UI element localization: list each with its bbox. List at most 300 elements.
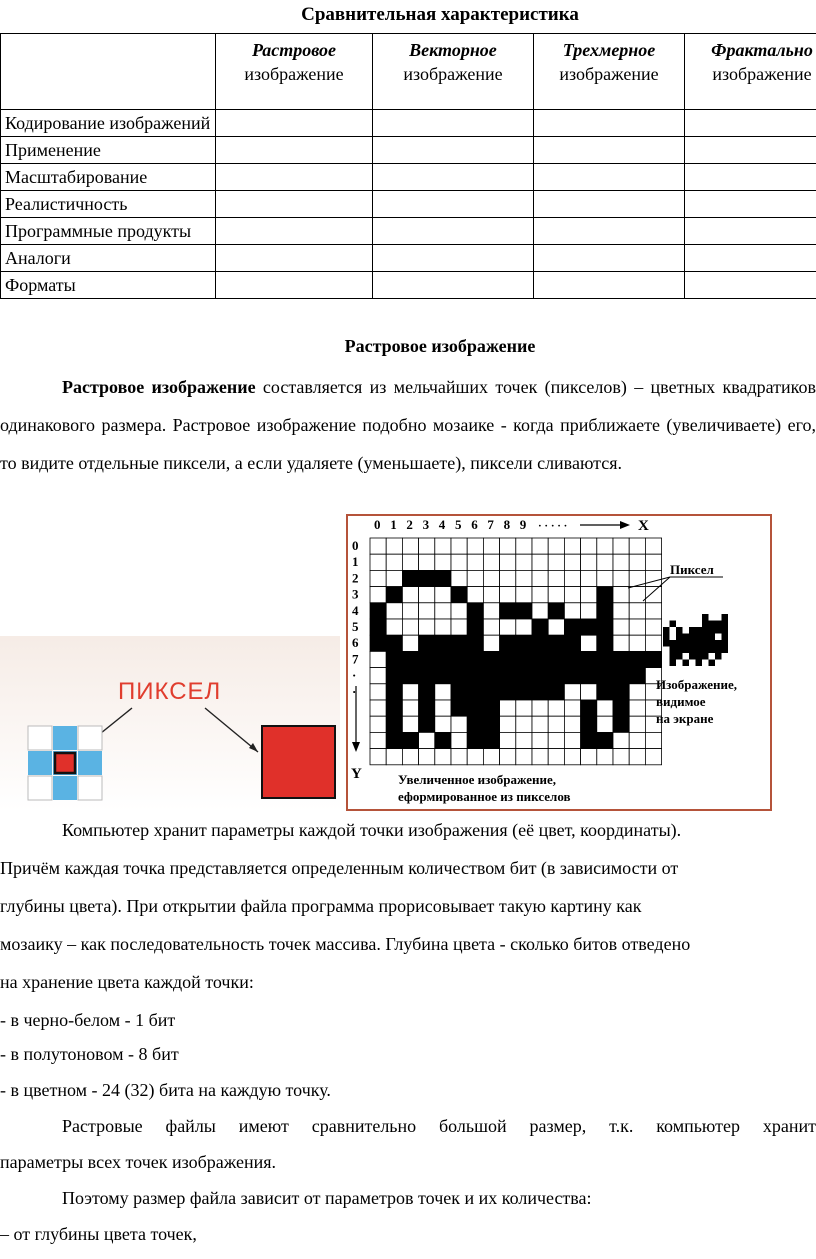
pixel-off <box>451 538 467 554</box>
pixel-off <box>370 684 386 700</box>
pixel-on <box>597 732 613 748</box>
pixel-on <box>435 651 451 667</box>
pixel-off <box>483 619 499 635</box>
pixel-off <box>435 749 451 765</box>
table-row <box>1 110 816 137</box>
mini-cat-pixel <box>702 627 709 634</box>
pixel-off <box>645 603 661 619</box>
pixel-off <box>500 554 516 570</box>
mini-cat-pixel <box>722 647 729 654</box>
mini-cat-pixel <box>715 653 722 660</box>
pixel-off <box>402 587 418 603</box>
y-tick: 6 <box>352 635 359 651</box>
y-tick: · <box>352 667 357 683</box>
row-label: Программные продукты <box>1 218 216 245</box>
pixel-off <box>548 554 564 570</box>
pixel-off <box>597 554 613 570</box>
pixel-on <box>516 668 532 684</box>
mini-cat-pixel <box>696 653 703 660</box>
mini-cat-pixel <box>676 653 683 660</box>
pixel-off <box>435 554 451 570</box>
pixel-off <box>500 570 516 586</box>
pixel-off <box>613 554 629 570</box>
mini-cat-pixel <box>722 614 729 621</box>
pixel-off <box>645 635 661 651</box>
pixel-off <box>402 749 418 765</box>
mini-cat-pixel <box>663 627 670 634</box>
mini-cat-pixel <box>709 627 716 634</box>
pixel-off <box>451 749 467 765</box>
figure-caption-2: еформированное из пикселов <box>398 789 571 804</box>
pixel-off <box>451 716 467 732</box>
pixel-on <box>451 651 467 667</box>
body-line: мозаику – как последовательность точек массива. Глубина цвета - сколько битов отведено <box>0 934 691 954</box>
pixel-on <box>370 619 386 635</box>
pixel-off <box>564 716 580 732</box>
pixel-off <box>613 603 629 619</box>
pixel-off <box>548 619 564 635</box>
pixel-on <box>500 668 516 684</box>
pixel-off <box>483 587 499 603</box>
pixel-off <box>419 587 435 603</box>
pixel-off <box>629 619 645 635</box>
pixel-off <box>435 716 451 732</box>
pixel-off <box>419 732 435 748</box>
pixel-off <box>483 554 499 570</box>
pixel-on <box>467 619 483 635</box>
pixel-off <box>516 619 532 635</box>
mini-cat-pixel <box>670 653 677 660</box>
pixel-on <box>402 570 418 586</box>
pixel-off <box>516 587 532 603</box>
mini-cat-pixel <box>702 647 709 654</box>
pixel-off <box>370 716 386 732</box>
pixel-on <box>386 700 402 716</box>
body-line: - в цветном - 24 (32) бита на каждую точку. <box>0 1080 331 1100</box>
body-line: Причём каждая точка представляется определенным количеством бит (в зависимости от <box>0 858 679 878</box>
pixel-on <box>613 684 629 700</box>
pixel-off <box>581 749 597 765</box>
pixel-off <box>629 749 645 765</box>
mini-cat-pixel <box>663 640 670 647</box>
pixel-on <box>451 668 467 684</box>
pixel-off <box>532 587 548 603</box>
y-tick: 4 <box>352 602 359 618</box>
mini-cat-pixel <box>709 634 716 641</box>
pixel-off <box>435 619 451 635</box>
mini-cat-pixel <box>696 660 703 667</box>
mini-cat-pixel <box>689 640 696 647</box>
pixel-on <box>435 570 451 586</box>
pixel-off <box>451 554 467 570</box>
body-line: глубины цвета). При открытии файла программа прорисовывает такую картину как <box>0 896 642 916</box>
pixel-grid-figure <box>346 514 772 811</box>
x-tick: 2 <box>406 517 413 532</box>
pixel-on <box>532 684 548 700</box>
pixel-off <box>451 732 467 748</box>
pixel-on <box>597 587 613 603</box>
pixel-on <box>581 651 597 667</box>
mini-cat-pixel <box>689 653 696 660</box>
pixel-on <box>467 651 483 667</box>
y-axis-label: Y <box>351 766 362 782</box>
pixel-off <box>419 554 435 570</box>
pixel-off <box>564 603 580 619</box>
pixel-off <box>645 732 661 748</box>
mini-cat-pixel <box>709 647 716 654</box>
comparison-table <box>0 33 816 299</box>
pixel-on <box>532 635 548 651</box>
pixel-on <box>386 587 402 603</box>
pixel-on <box>467 603 483 619</box>
x-axis-label: X <box>638 518 649 534</box>
pixel-off <box>370 587 386 603</box>
pixel-on <box>467 700 483 716</box>
pixel-off <box>532 570 548 586</box>
pixel-on <box>386 732 402 748</box>
pixel-on <box>402 651 418 667</box>
pixel-off <box>645 538 661 554</box>
pixel-on <box>386 651 402 667</box>
pixel-on <box>419 700 435 716</box>
x-tick: 9 <box>519 517 527 532</box>
row-label: Кодирование изображений <box>1 110 216 137</box>
pixel-off <box>548 749 564 765</box>
pixel-on <box>597 635 613 651</box>
mini-cat-pixel <box>676 647 683 654</box>
pixel-off <box>435 700 451 716</box>
pixel-off <box>402 684 418 700</box>
figure-caption-1: Увеличенное изображение, <box>398 772 557 787</box>
section-title: Растровое изображение <box>344 336 536 356</box>
mini-cat-pixel <box>709 621 716 628</box>
pixel-on <box>419 668 435 684</box>
screen-label-1: Изображение, <box>656 677 738 692</box>
pixel-on <box>629 668 645 684</box>
pixel-off <box>532 538 548 554</box>
pixel-on <box>500 635 516 651</box>
row-label: Реалистичность <box>1 191 216 218</box>
pixel-off <box>451 619 467 635</box>
pixel-off <box>629 538 645 554</box>
mini-cat-pixel <box>696 627 703 634</box>
pixel-on <box>500 603 516 619</box>
mini-cat-pixel <box>696 640 703 647</box>
pixel-grid-3x3 <box>28 726 102 800</box>
pixel-on <box>419 684 435 700</box>
pixel-on <box>419 635 435 651</box>
pixel-off <box>629 700 645 716</box>
pixel-off <box>483 603 499 619</box>
pixel-off <box>597 700 613 716</box>
pixel-off <box>629 554 645 570</box>
pixel-off <box>629 635 645 651</box>
mini-cat-pixel <box>663 634 670 641</box>
pixel-on <box>386 716 402 732</box>
pixel-on <box>548 635 564 651</box>
pixel-off <box>532 700 548 716</box>
mini-cat-pixel <box>709 660 716 667</box>
pixel-on <box>613 716 629 732</box>
pixel-off <box>500 587 516 603</box>
mini-cat-pixel <box>702 653 709 660</box>
pixel-off <box>613 749 629 765</box>
pixel-on <box>435 668 451 684</box>
table-row <box>1 218 816 245</box>
pixel-off <box>370 749 386 765</box>
pixel-on <box>483 700 499 716</box>
mini-cat-pixel <box>689 634 696 641</box>
pixel-off <box>629 603 645 619</box>
pixel-on <box>629 651 645 667</box>
pixel-off <box>613 570 629 586</box>
mini-cat-pixel <box>670 660 677 667</box>
pixel-on <box>581 700 597 716</box>
mini-cat-pixel <box>689 627 696 634</box>
mini-cat-pixel <box>702 640 709 647</box>
x-tick: 5 <box>455 517 462 532</box>
mini-cat-pixel <box>722 640 729 647</box>
enlarged-pixel <box>262 726 335 798</box>
pixel-off <box>548 716 564 732</box>
pixel-off <box>451 570 467 586</box>
mini-cat-pixel <box>676 640 683 647</box>
pixel-off <box>402 716 418 732</box>
pixel-on <box>419 651 435 667</box>
pixel-off <box>402 603 418 619</box>
pixel-on <box>386 668 402 684</box>
pixel-off <box>613 635 629 651</box>
pixel-off <box>613 619 629 635</box>
mini-cat-pixel <box>696 634 703 641</box>
pixel-off <box>613 587 629 603</box>
pixel-on <box>402 732 418 748</box>
y-tick: 1 <box>352 554 359 570</box>
pixel-off <box>419 619 435 635</box>
body-line: на хранение цвета каждой точки: <box>0 972 254 992</box>
pixel-on <box>467 716 483 732</box>
pixel-off <box>435 538 451 554</box>
pixel-on <box>370 635 386 651</box>
body-line: Поэтому размер файла зависит от параметров точек и их количества: <box>62 1188 592 1208</box>
pixel-off <box>645 570 661 586</box>
pixel-on <box>467 684 483 700</box>
pixel-off <box>597 749 613 765</box>
pixel-off <box>386 603 402 619</box>
pixel-off <box>516 700 532 716</box>
pixel-on <box>516 635 532 651</box>
pixel-off <box>370 700 386 716</box>
pixel-off <box>564 749 580 765</box>
pixel-off <box>370 570 386 586</box>
x-tick: 3 <box>422 517 430 532</box>
pixel-on <box>516 603 532 619</box>
pixel-on <box>581 619 597 635</box>
pixel-off <box>532 603 548 619</box>
pixel-off <box>564 587 580 603</box>
pixel-on <box>419 570 435 586</box>
pixel-on <box>500 684 516 700</box>
mini-cat-pixel <box>702 621 709 628</box>
mini-cat-pixel <box>683 647 690 654</box>
pixel-off <box>370 732 386 748</box>
mini-cat-pixel <box>676 634 683 641</box>
pixel-on <box>386 684 402 700</box>
pixel-off <box>564 538 580 554</box>
paragraph-text: составляется из мельчайших точек (пикселов) – цветных квадратиков одинакового размера. Растровое изображение подобно мозаике - когда приближаете (увеличиваете) его, то видите отдельные пиксели, а если удаляете (уменьшаете), пиксели сливаются. <box>0 377 816 473</box>
pixel-off <box>516 749 532 765</box>
document-title: Сравнительная характеристика <box>301 4 579 25</box>
pixel-off <box>564 732 580 748</box>
pixel-off <box>500 700 516 716</box>
y-tick: 3 <box>352 586 359 602</box>
table-header-fractal: Фрактально изображение <box>685 34 816 110</box>
pixel-off <box>386 554 402 570</box>
pixel-on <box>451 587 467 603</box>
y-tick: 2 <box>352 570 359 586</box>
row-label: Масштабирование <box>1 164 216 191</box>
body-line: параметры всех точек изображения. <box>0 1152 276 1172</box>
pixel-off <box>645 554 661 570</box>
pixel-on <box>564 668 580 684</box>
pixel-off <box>516 570 532 586</box>
pixel-callout-label: Пиксел <box>670 562 714 577</box>
pixel-off <box>467 570 483 586</box>
pixel-off <box>370 668 386 684</box>
pixel-off <box>386 538 402 554</box>
table-header-vector: Векторное изображение <box>373 34 534 110</box>
pixel-on <box>467 668 483 684</box>
mini-cat-pixel <box>683 660 690 667</box>
pixel-on <box>451 635 467 651</box>
pixel-off <box>645 587 661 603</box>
pixel-off <box>386 619 402 635</box>
x-dots: · · · · · <box>538 520 568 532</box>
table-row <box>1 245 816 272</box>
pixel-off <box>435 603 451 619</box>
pixel-on <box>451 684 467 700</box>
pixel-off <box>597 538 613 554</box>
pixel-on <box>532 619 548 635</box>
pixel-off <box>370 651 386 667</box>
table-row <box>1 164 816 191</box>
pixel-off <box>516 716 532 732</box>
pixel-off <box>402 538 418 554</box>
term-bold: Растровое изображение <box>62 377 256 397</box>
pixel-on <box>613 651 629 667</box>
pixel-off <box>419 538 435 554</box>
pixel-off <box>435 587 451 603</box>
pixel-off <box>629 684 645 700</box>
pixel-on <box>483 732 499 748</box>
pixel-on <box>564 619 580 635</box>
pixel-on <box>564 635 580 651</box>
pixel-off <box>516 554 532 570</box>
pixel-off <box>451 603 467 619</box>
body-line: Растровые файлы имеют сравнительно большой размер, т.к. компьютер хранит <box>62 1116 816 1136</box>
x-tick: 4 <box>438 517 446 532</box>
mini-cat-pixel <box>676 627 683 634</box>
pixel-label: ПИКСЕЛ <box>118 678 222 705</box>
pixel-off <box>581 684 597 700</box>
body-line: – от глубины цвета точек, <box>0 1224 197 1244</box>
table-corner-cell <box>1 34 216 110</box>
pixel-on <box>370 603 386 619</box>
pixel-off <box>419 603 435 619</box>
pixel-diagram <box>0 636 340 811</box>
mini-cat-pixel <box>670 621 677 628</box>
mini-cat-pixel <box>670 640 677 647</box>
table-header-raster: Растровое изображение <box>216 34 373 110</box>
y-tick: · <box>352 683 357 699</box>
pixel-on <box>467 635 483 651</box>
pixel-off <box>548 587 564 603</box>
pixel-on <box>564 651 580 667</box>
row-label: Форматы <box>1 272 216 299</box>
pixel-on <box>548 684 564 700</box>
row-label: Аналоги <box>1 245 216 272</box>
pixel-on <box>419 716 435 732</box>
pixel-on <box>483 651 499 667</box>
mini-cat-pixel <box>702 614 709 621</box>
pixel-off <box>500 732 516 748</box>
pixel-on <box>597 603 613 619</box>
pixel-on <box>645 651 661 667</box>
x-tick: 0 <box>374 517 381 532</box>
pixel-off <box>402 619 418 635</box>
row-label: Применение <box>1 137 216 164</box>
pixel-off <box>500 749 516 765</box>
mini-cat-pixel <box>722 634 729 641</box>
pixel-off <box>613 538 629 554</box>
pixel-off <box>370 554 386 570</box>
pixel-off <box>581 635 597 651</box>
pixel-on <box>435 635 451 651</box>
pixel-on <box>516 651 532 667</box>
pixel-off <box>483 749 499 765</box>
pixel-off <box>435 684 451 700</box>
pixel-on <box>613 700 629 716</box>
mini-cat-pixel <box>683 640 690 647</box>
pixel-off <box>629 716 645 732</box>
pixel-off <box>500 619 516 635</box>
pixel-off <box>386 749 402 765</box>
pixel-on <box>548 651 564 667</box>
pixel-off <box>581 554 597 570</box>
mini-cat-pixel <box>715 621 722 628</box>
pixel-off <box>467 554 483 570</box>
pixel-on <box>500 651 516 667</box>
pixel-off <box>645 749 661 765</box>
table-header-3d: Трехмерное изображение <box>534 34 685 110</box>
pixel-on <box>483 684 499 700</box>
table-row <box>1 272 816 299</box>
pixel-off <box>483 635 499 651</box>
pixel-on <box>597 684 613 700</box>
pixel-on <box>597 668 613 684</box>
pixel-off <box>581 587 597 603</box>
pixel-on <box>467 732 483 748</box>
pixel-on <box>435 732 451 748</box>
pixel-off <box>402 700 418 716</box>
pixel-off <box>386 570 402 586</box>
pixel-on <box>402 668 418 684</box>
pixel-off <box>483 538 499 554</box>
pixel-off <box>548 700 564 716</box>
pixel-on <box>581 732 597 748</box>
y-tick: 0 <box>352 538 359 553</box>
x-tick: 8 <box>503 517 511 532</box>
